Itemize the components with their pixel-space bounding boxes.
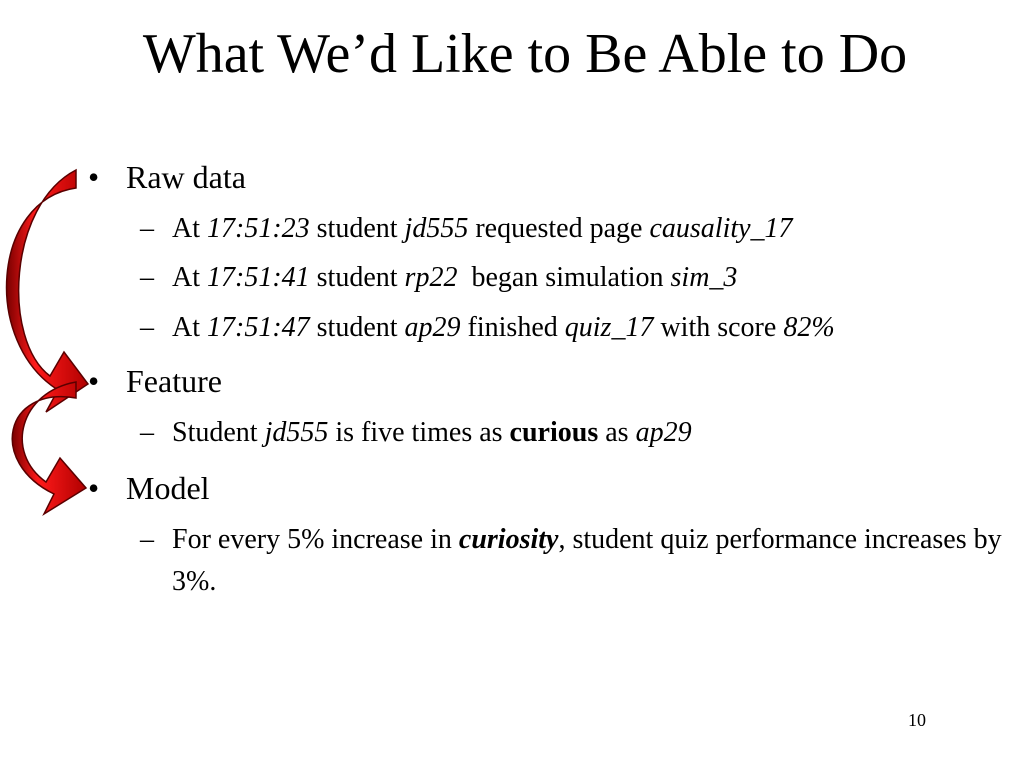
student-id: ap29 [635,417,692,448]
bullet-model [88,469,210,507]
bullet-dot: • [88,470,100,506]
bullet-feature [88,362,222,400]
sub-dash: – [140,213,154,244]
feature-item: – Student jd555 is five times as curious as ap29 [140,412,692,454]
arrow-raw-data-to-feature [7,170,88,412]
keyword-curious: curious [509,417,599,448]
raw-data-item: – At 17:51:47 student ap29 finished quiz_17 with score 82% [140,307,835,349]
student-id: jd555 [404,213,469,244]
score-value: 82% [783,312,835,343]
target-name: causality_17 [649,213,793,244]
sub-dash: – [140,524,154,555]
arrow-feature-to-model [12,382,86,514]
bullet-label: Feature [126,363,222,399]
sub-dash: – [140,417,154,448]
bullet-label: Model [126,470,210,506]
keyword-curiosity: curiosity [458,524,559,555]
sub-dash: – [140,312,154,343]
bullet-label: Raw data [126,159,246,195]
timestamp: 17:51:23 [207,213,310,244]
target-name: quiz_17 [564,312,654,343]
timestamp: 17:51:47 [207,312,310,343]
student-id: rp22 [404,262,458,293]
student-id: ap29 [404,312,461,343]
raw-data-item: – At 17:51:41 student rp22 began simulation sim_3 [140,257,737,299]
model-item [140,519,1020,603]
bullet-dot: • [88,159,100,195]
slide-title: What We’d Like to Be Able to Do [142,23,908,85]
timestamp: 17:51:41 [207,262,310,293]
bullet-raw-data [88,158,246,196]
raw-data-item: – At 17:51:23 student jd555 requested page causality_17 [140,208,793,250]
student-id: jd555 [264,417,329,448]
target-name: sim_3 [670,262,738,293]
page-number: 10 [908,710,926,730]
model-statement: For every 5% increase in curiosity, student quiz performance increases by 3%. [172,524,1002,597]
sub-dash: – [140,262,154,293]
bullet-dot: • [88,363,100,399]
